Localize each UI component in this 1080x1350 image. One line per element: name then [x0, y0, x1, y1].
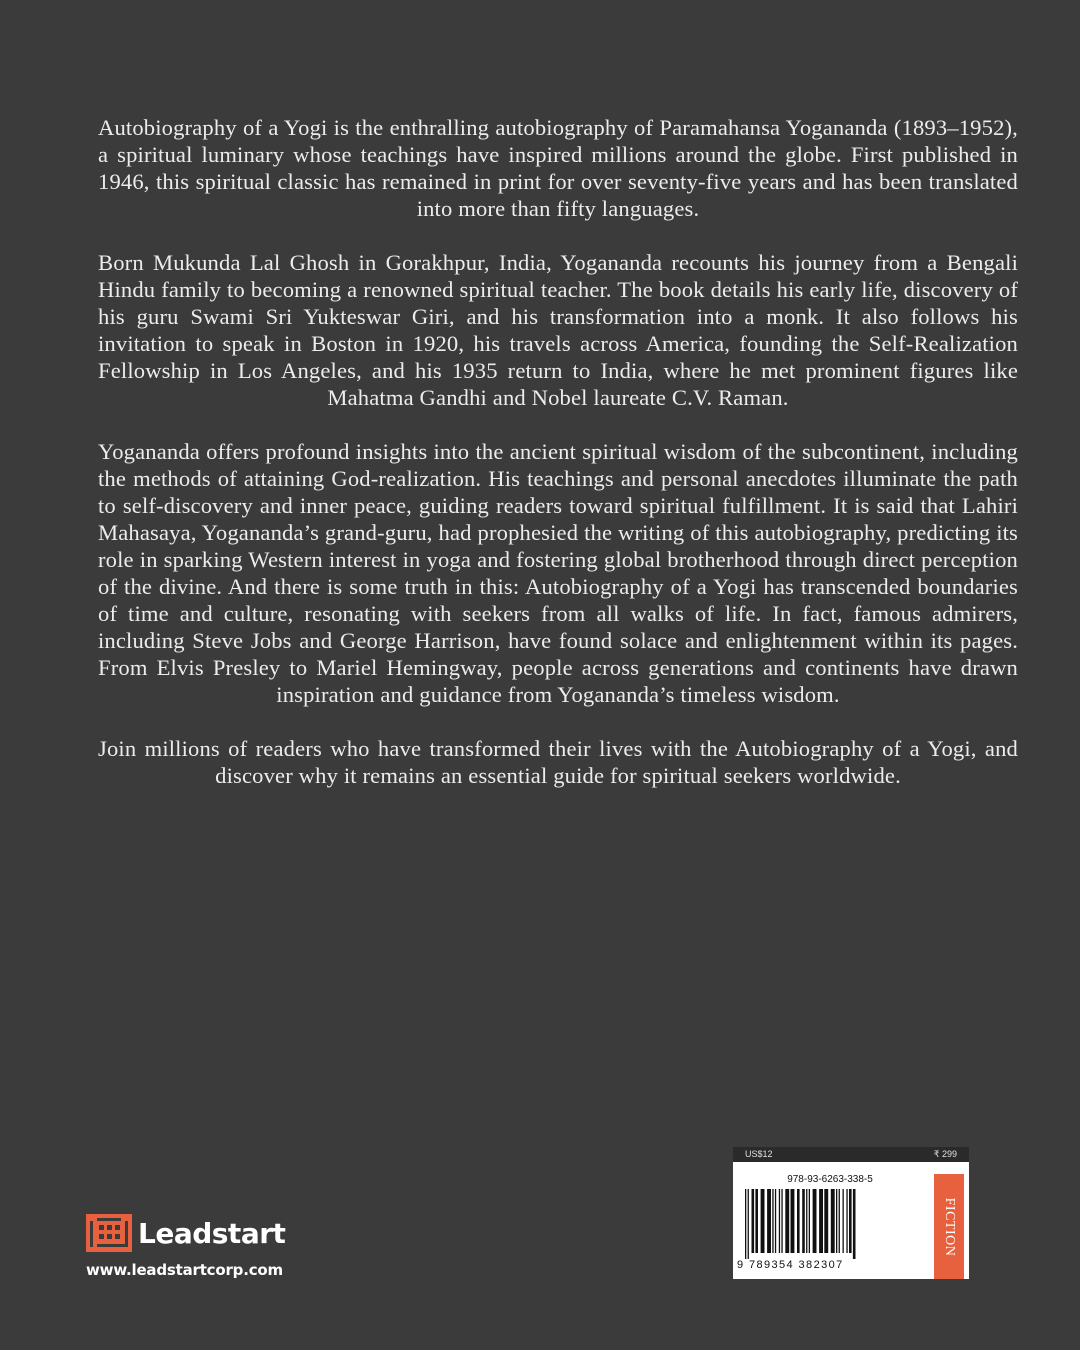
- publisher-logo: [86, 1213, 346, 1253]
- blurb-paragraph-3: Yogananda offers profound insights into the ancient spiritual wisdom of the subcontinent, including the methods of attaining God-realization. His teachings and personal anecdotes illuminate the path to self-discovery and inner peace, guiding readers toward spiritual fulfillment. It is said that Lahiri Mahasaya, Yogananda’s grand-guru, had prophesied the writing of this autobiography, predicting its role in sparking Western interest in yoga and fostering global brotherhood through direct perception of the divine. And there is some truth in this: Autobiography of a Yogi has transcended boundaries of time and culture, resonating with seekers from all walks of life. In fact, famous admirers, including Steve Jobs and George Harrison, have found solace and enlightenment within its pages. From Elvis Presley to Mariel Hemingway, people across generations and continents have drawn inspiration and guidance from Yogananda’s timeless wisdom.: [98, 439, 1018, 707]
- barcode-digits: 9 789354 382307: [737, 1259, 844, 1271]
- barcode-bar: [849, 1189, 852, 1253]
- barcode-bar: [745, 1189, 746, 1259]
- barcode-bar: [824, 1189, 828, 1253]
- barcode-bar: [781, 1189, 782, 1253]
- barcode-bar: [785, 1189, 789, 1253]
- isbn-barcode-panel: [733, 1147, 969, 1279]
- barcode-bar: [752, 1189, 755, 1253]
- price-strip: [733, 1147, 969, 1162]
- blurb-paragraph-1: Autobiography of a Yogi is the enthralling autobiography of Paramahansa Yogananda (1893–1952), a spiritual luminary whose teachings have inspired millions around the globe. First published in 1946, this spiritual classic has remained in print for over seventy-five years and has been translated into more than fifty languages.: [98, 115, 1018, 221]
- barcode-bar: [853, 1189, 856, 1259]
- blurb-paragraph-4: Join millions of readers who have transformed their lives with the Autobiography of a Yogi, and discover why it remains an essential guide for spiritual seekers worldwide.: [98, 736, 1018, 788]
- blurb-paragraph-2: Born Mukunda Lal Ghosh in Gorakhpur, India, Yogananda recounts his journey from a Bengali Hindu family to becoming a renowned spiritual teacher. The book details his early life, discovery of his guru Swami Sri Yukteswar Giri, and his transformation into a monk. It also follows his invitation to speak in Boston in 1920, his travels across America, founding the Self-Realization Fellowship in Los Angeles, and his 1935 return to India, where he met prominent figures like Mahatma Gandhi and Nobel laureate C.V. Raman.: [98, 250, 1018, 410]
- barcode-bar: [791, 1189, 795, 1253]
- barcode-bar: [843, 1189, 844, 1253]
- price-inr: ₹ 299: [933, 1149, 957, 1159]
- price-usd: US$12: [745, 1149, 773, 1159]
- leadstart-building-icon: [86, 1214, 132, 1252]
- barcode-bar: [748, 1189, 749, 1259]
- publisher-name: Leadstart: [138, 1216, 286, 1250]
- barcode-bar: [806, 1189, 807, 1253]
- barcode-bar: [836, 1189, 837, 1253]
- barcode-bar: [767, 1189, 771, 1253]
- barcode-bar: [846, 1189, 847, 1253]
- barcode-bar: [775, 1189, 776, 1253]
- publisher-block: [86, 1213, 346, 1279]
- isbn-number: 978-93-6263-338-5: [787, 1174, 873, 1185]
- barcode-bar: [813, 1189, 817, 1253]
- barcode-bar: [779, 1189, 780, 1253]
- barcode-bars: [743, 1189, 925, 1259]
- barcode-bar: [831, 1189, 835, 1253]
- barcode-bar: [819, 1189, 823, 1253]
- genre-strip: [934, 1174, 964, 1279]
- barcode-bar: [797, 1189, 800, 1253]
- barcode-bar: [809, 1189, 810, 1253]
- barcode-bar: [761, 1189, 765, 1253]
- publisher-url: www.leadstartcorp.com: [86, 1261, 283, 1279]
- barcode-bar: [772, 1189, 773, 1253]
- back-cover-blurb: [98, 114, 1018, 816]
- barcode-bar: [802, 1189, 805, 1253]
- barcode-bar: [755, 1189, 758, 1253]
- barcode-bar: [839, 1189, 840, 1253]
- genre-label: FICTION: [942, 1197, 957, 1256]
